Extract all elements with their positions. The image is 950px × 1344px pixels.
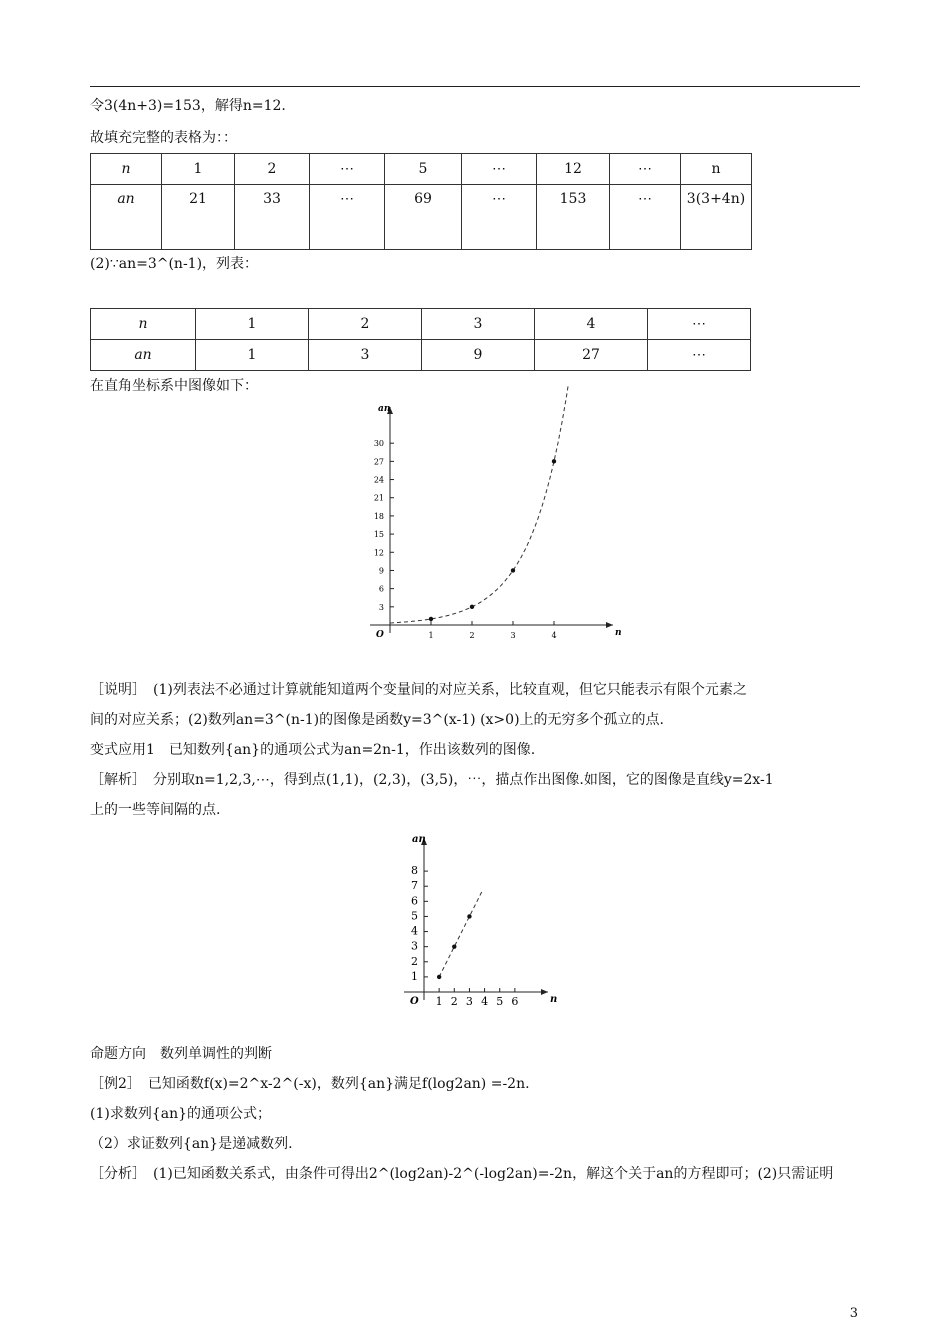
x-tick-label: 2 xyxy=(469,631,475,640)
y-tick-label: 12 xyxy=(373,548,384,558)
value-table-1 xyxy=(90,153,752,250)
graph2-points xyxy=(437,914,472,979)
table1-intro-text: 故填充完整的表格为：： xyxy=(90,130,237,146)
x-tick-label: 4 xyxy=(481,995,489,1008)
table-cell: 2 xyxy=(309,309,422,340)
table-cell: 3 xyxy=(422,309,535,340)
table-cell: n xyxy=(91,154,162,185)
graph1-ticks xyxy=(374,439,557,640)
x-tick-label: 3 xyxy=(465,995,473,1008)
x-axis-label: n xyxy=(550,994,558,1005)
table-cell: 5 xyxy=(385,154,462,185)
table-cell: 1 xyxy=(162,154,235,185)
table-cell: an xyxy=(91,185,162,250)
x-tick-label: 5 xyxy=(496,995,504,1008)
data-point xyxy=(552,459,556,463)
table-cell: ⋯ xyxy=(310,185,385,250)
x-tick-label: 2 xyxy=(450,995,458,1008)
question-2 xyxy=(90,1134,293,1154)
table-cell: 1 xyxy=(196,309,309,340)
graph1-axes xyxy=(370,404,622,640)
table-cell: 3 xyxy=(309,340,422,371)
note-line-2 xyxy=(90,710,664,730)
question-2-text: （2）求证数列{an}是递减数列. xyxy=(90,1136,293,1152)
y-tick-label: 6 xyxy=(411,894,418,908)
graph2-ticks xyxy=(411,864,518,1008)
table-cell: n xyxy=(681,154,752,185)
table1-intro xyxy=(90,128,237,148)
dashed-curve xyxy=(390,385,568,623)
topic-line xyxy=(90,1044,272,1064)
table-cell: 3(3+4n) xyxy=(681,185,752,250)
origin-label: O xyxy=(410,996,419,1007)
x-tick-label: 1 xyxy=(428,631,434,640)
table-row xyxy=(91,154,752,185)
graph1-points xyxy=(429,459,556,621)
y-tick-label: 8 xyxy=(411,864,418,878)
analysis-line-1 xyxy=(90,770,774,790)
solve-line xyxy=(90,96,286,116)
variant-line xyxy=(90,740,535,760)
table-cell: ⋯ xyxy=(310,154,385,185)
x-tick-label: 6 xyxy=(511,995,519,1008)
solve-text: 令3(4n+3)=153，解得n=12. xyxy=(90,98,286,114)
table-cell: 153 xyxy=(537,185,610,250)
analysis2-line xyxy=(90,1164,833,1184)
x-axis-arrow xyxy=(541,989,548,995)
question-1 xyxy=(90,1104,271,1124)
graph2-axes xyxy=(404,834,557,1007)
y-axis-label: an xyxy=(378,404,391,414)
table-cell: 4 xyxy=(535,309,648,340)
data-point xyxy=(429,617,433,621)
y-tick-label: 1 xyxy=(411,969,418,983)
y-tick-label: 6 xyxy=(378,584,384,594)
page-number: 3 xyxy=(849,1306,858,1321)
note-text-2: 间的对应关系；(2)数列an=3^(n-1)的图像是函数y=3^(x-1) (x>0)上的无穷多个孤立的点. xyxy=(90,712,664,728)
table-cell: 9 xyxy=(422,340,535,371)
y-tick-label: 18 xyxy=(373,511,384,521)
table-cell: ⋯ xyxy=(648,340,751,371)
y-tick-label: 24 xyxy=(373,475,384,485)
data-point xyxy=(467,914,471,918)
y-tick-label: 15 xyxy=(373,530,384,540)
question-1-text: (1)求数列{an}的通项公式； xyxy=(90,1106,272,1122)
value-table-2 xyxy=(90,308,751,371)
header-rule xyxy=(90,86,860,87)
example-text: ［例2］ 已知函数f(x)=2^x-2^(-x)，数列{an}满足f(log2an) =-2n. xyxy=(90,1076,530,1092)
table-cell: ⋯ xyxy=(462,185,537,250)
example-line xyxy=(90,1074,530,1094)
table-row xyxy=(91,340,751,371)
analysis2-text: ［分析］ (1)已知函数关系式，由条件可得出2^(log2an)-2^(-log2an)=-2n，解这个关于an的方程即可；(2)只需证明 xyxy=(90,1166,834,1182)
x-tick-label: 3 xyxy=(510,631,516,640)
y-tick-label: 5 xyxy=(411,909,418,923)
table-cell: n xyxy=(91,309,196,340)
table-row xyxy=(91,185,752,250)
table-cell: ⋯ xyxy=(610,154,681,185)
table-cell: 27 xyxy=(535,340,648,371)
y-tick-label: 2 xyxy=(411,954,418,968)
table-cell: an xyxy=(91,340,196,371)
data-point xyxy=(511,568,515,572)
x-tick-label: 4 xyxy=(551,631,557,640)
y-tick-label: 30 xyxy=(373,439,384,449)
table-cell: 12 xyxy=(537,154,610,185)
y-tick-label: 21 xyxy=(373,493,384,503)
origin-label: O xyxy=(376,630,384,640)
variant-text: 变式应用1 已知数列{an}的通项公式为an=2n-1，作出该数列的图像. xyxy=(90,742,536,758)
data-point xyxy=(452,944,456,948)
x-axis-label: n xyxy=(615,628,622,638)
note-line-1 xyxy=(90,680,747,700)
exponential-graph xyxy=(350,398,622,648)
graph-intro-text: 在直角坐标系中图像如下： xyxy=(90,378,258,394)
table-cell: ⋯ xyxy=(648,309,751,340)
table-cell: 69 xyxy=(385,185,462,250)
y-tick-label: 3 xyxy=(411,939,418,953)
y-axis-label: an xyxy=(412,834,426,845)
analysis-text-2: 上的一些等间隔的点. xyxy=(90,802,221,818)
table-cell: 1 xyxy=(196,340,309,371)
y-tick-label: 9 xyxy=(378,566,384,576)
data-point xyxy=(470,605,474,609)
y-tick-label: 27 xyxy=(373,457,384,467)
note-text-1: ［说明］ (1)列表法不必通过计算就能知道两个变量间的对应关系，比较直观，但它只能表示有限个元素之 xyxy=(90,682,747,698)
y-tick-label: 3 xyxy=(378,602,384,612)
y-tick-label: 4 xyxy=(411,924,418,938)
table-cell: ⋯ xyxy=(462,154,537,185)
topic-text: 命题方向 数列单调性的判断 xyxy=(90,1046,272,1062)
dashed-curve xyxy=(439,889,483,977)
analysis-line-2 xyxy=(90,800,220,820)
graph1-curve xyxy=(390,385,568,623)
table-cell: 33 xyxy=(235,185,310,250)
graph2-curve xyxy=(439,889,483,977)
linear-graph xyxy=(398,832,558,1012)
graph-intro xyxy=(90,376,258,396)
table-row xyxy=(91,309,751,340)
table-cell: ⋯ xyxy=(610,185,681,250)
table-cell: 2 xyxy=(235,154,310,185)
part2-text: (2)∵an=3^(n-1)，列表： xyxy=(90,256,259,272)
y-tick-label: 7 xyxy=(411,879,418,893)
data-point xyxy=(437,975,441,979)
x-axis-arrow xyxy=(606,622,613,628)
x-tick-label: 1 xyxy=(435,995,443,1008)
analysis-text-1: ［解析］ 分别取n=1,2,3,⋯，得到点(1,1)，(2,3)，(3,5)，⋯，描点作出图像.如图，它的图像是直线y=2x-1 xyxy=(90,772,774,788)
table-cell: 21 xyxy=(162,185,235,250)
part2-line xyxy=(90,254,258,274)
